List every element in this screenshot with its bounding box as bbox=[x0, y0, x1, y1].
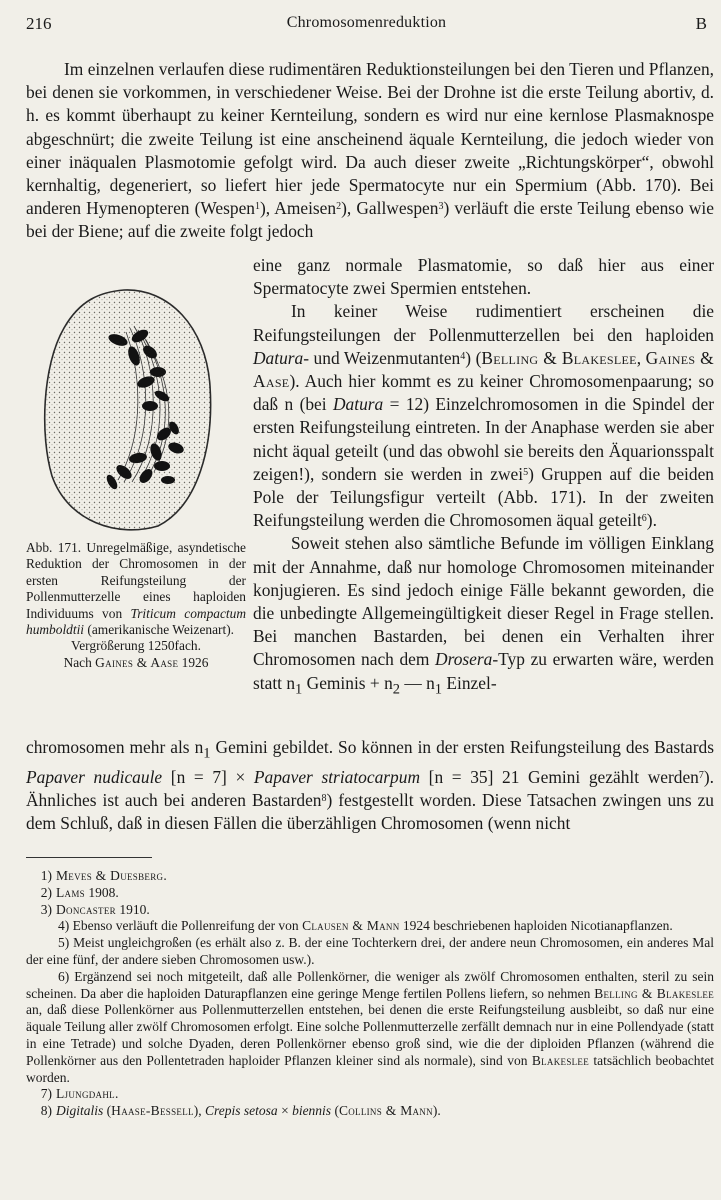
paragraph-1 bbox=[26, 58, 714, 244]
paragraph-1-text: Im einzelnen verlaufen diese rudimentären Reduktionsteilungen bei den Tieren und Pflanzen, bei denen sie vorkommen, in verschiedener Weise. Bei der Drohne ist die erste Teilung abortiv, d. h. es kommt überhaupt zu keiner Kernteilung, sondern es wird nur eine kernlose Plasmaknospe abgeschnürt; die zweite Teilung ist eine anscheinend äquale Kernteilung, die jedoch wieder von einer inäqualen Plasmotomie gefolgt wird. Da auch dieser zweite „Richtungskörper“, obwohl kernhaltig, degeneriert, so liefert hier jede Spermatocyte nur ein Spermium (Abb. 170). Bei anderen Hymenopteren (Wespen$^1$), Ameisen$^2$), Gallwespen$^3$) verläuft die erste Teilung ebenso wie bei der Biene; auf die zweite folgt jedoch bbox=[26, 59, 714, 242]
footnote-8: 8) Digitalis (Haase-Bessell), Crepis setosa × biennis (Collins & Mann). bbox=[40, 1103, 441, 1119]
page-number: 216 bbox=[26, 14, 52, 33]
footnote-4: 4) Ebenso verläuft die Pollenreifung der von Clausen & Mann 1924 beschriebenen haploiden Nicotianapflanzen. bbox=[58, 918, 673, 934]
paragraph-3-start: Soweit stehen also sämtliche Befunde im völligen Einklang mit der Annahme, daß nur homologe Chromosomen miteinander konjugieren. Es sind jedoch einige Fälle bekannt geworden, die die unbedingte Allgemeingültigkeit dieser Regel in Frage stellen. Bei manchen Bastarden, bei denen ein Verhalten ihrer Chromosomen nach dem Drosera-Typ zu erwarten wäre, werden statt $n_1$ Geminis + $n_2$ — $n_1$ Einzel- bbox=[253, 533, 714, 698]
footnote-5: 5) Meist ungleichgroßen (es erhält also z. B. der eine Tochterkern drei, der andere neun Chromosomen, ein anderes Mal der eine fünf, der andere sieben Chromosomen usw.). bbox=[26, 935, 714, 967]
paragraph-3-continuation: chromosomen mehr als $n_1$ Gemini gebildet. So können in der ersten Reifungsteilung des Bastards Papaver nudicaule [n = 7] × Papaver striatocarpum [n = 35] 21 Gemini gezählt werden$^7$). Ähnliches ist auch bei anderen Bastarden$^8$) festgestellt worden. Diese Tatsachen zwingen uns zu dem Schluß, daß in diesen Fällen die überzähligen Chromosomen (wenn nicht bbox=[26, 737, 715, 834]
paragraph-2: In keiner Weise rudimentiert erscheinen die Reifungsteilungen der Pollenmutterzellen bei den haploiden Datura- und Weizenmutanten$^4$) (Belling & Blakeslee, Gaines & Aase). Auch hier kommt es zu keiner Chromosomenpaarung; so daß n (bei Datura = 12) Einzelchromosomen in die Spindel der ersten Reifungsteilung eintreten. In der Anaphase werden sie aber nicht äqual geteilt (und das obwohl sie bereits den Äquarionsspalt zeigen!), sondern sie werden in zwei$^5$) Gruppen auf die beiden Pole der Teilungsfigur verteilt (Abb. 171). In der zweiten Reifungsteilung werden die Chromosomen äqual geteilt$^6$). bbox=[253, 301, 714, 531]
figure-caption-text: Abb. 171. Unregelmäßige, asyndetische Reduktion der Chromosomen in der ersten Reifungsteilung der Pollenmutterzelle eines haploiden Individuums von Triticum compactum humboldtii (amerikanische Weizenart). bbox=[26, 540, 246, 638]
author-name: Belling & Blakeslee bbox=[481, 347, 637, 368]
figure-magnification: Vergrößerung 1250fach. bbox=[71, 638, 201, 654]
figure-caption bbox=[26, 540, 246, 671]
footnote-divider bbox=[26, 857, 152, 858]
right-column bbox=[253, 254, 714, 701]
pollen-mother-cell bbox=[45, 290, 211, 530]
footnote-6: 6) Ergänzend sei noch mitgeteilt, daß alle Pollenkörner, die weniger als zwölf Chromosomen enthalten, steril zu sein scheinen. Da aber die haploiden Daturapflanzen eine geringe Menge fertilen Pollens liefern, so nehmen Belling & Blakeslee an, daß diese Pollenkörner aus Pollenmutterzellen entstehen, bei denen die erste Reifungsteilung ausbleibt, so daß nur eine äquale Teilung aller zwölf Chromosomen erfolgt. Eine solche Pollenmutterzelle zerfällt demnach nur in eine Pollendyade (statt in eine Tetrade) und solche Dyaden, deren Pollenkörner ebenso groß sind, wie die der diploiden Pflanzen (während die Pollenkörner aus den Pollentetraden haploider Pflanzen kleiner sind als normale), sind von Blakeslee tatsächlich beobachtet worden. bbox=[26, 968, 714, 1085]
footnote-3: 3) Doncaster 1910. bbox=[40, 901, 150, 917]
author-name: Gaines & Aase bbox=[253, 347, 714, 392]
page-header bbox=[26, 14, 707, 38]
running-title: Chromosomenreduktion bbox=[286, 14, 447, 31]
figure-171-illustration bbox=[38, 286, 214, 538]
footnote-2: 2) Lams 1908. bbox=[40, 884, 119, 900]
footnotes bbox=[26, 868, 714, 1120]
section-marker: B bbox=[695, 14, 707, 33]
footnote-7: 7) Ljungdahl. bbox=[40, 1086, 119, 1102]
paragraph-1-continuation: eine ganz normale Plasmatomie, so daß hier aus einer Spermatocyte zwei Spermien entstehen. bbox=[253, 255, 714, 299]
footnote-1: 1) Meves & Duesberg. bbox=[40, 868, 167, 883]
figure-source: Nach Gaines & Aase 1926 bbox=[63, 654, 209, 670]
